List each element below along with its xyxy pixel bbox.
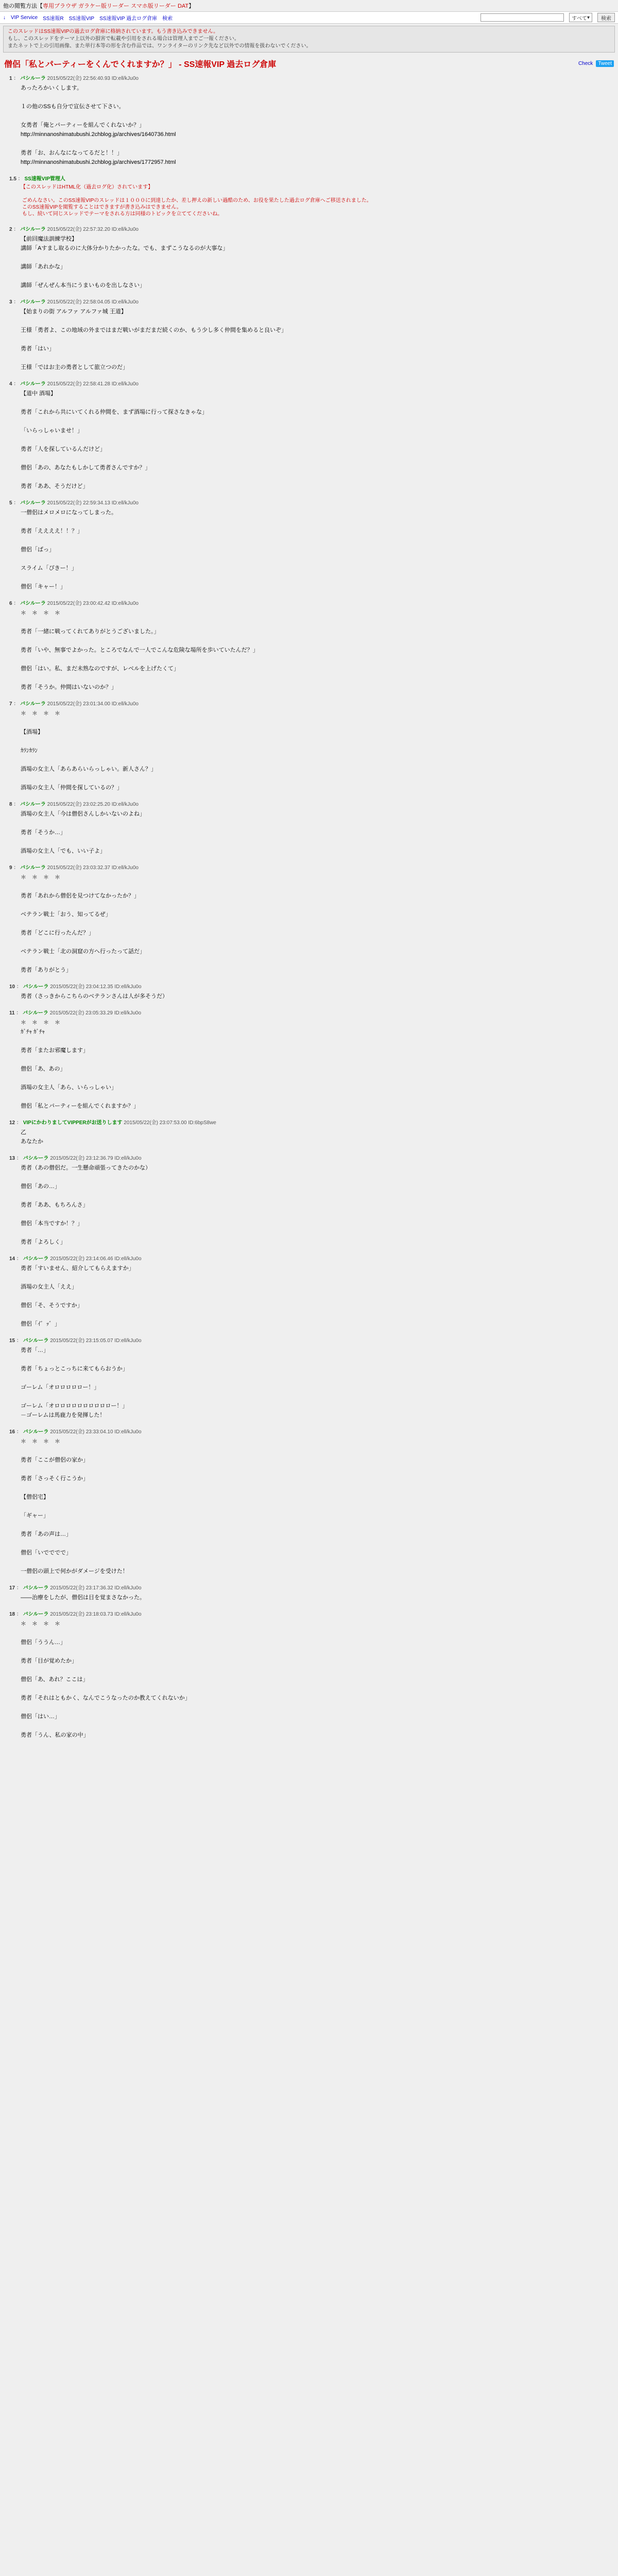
top-breadcrumb	[0, 0, 618, 11]
post-body: 酒場の女主人「今は僧侶さんしかいないのよね」 勇者「そうか…」 酒場の女主人「でも、いい子よ」	[21, 811, 145, 854]
post	[4, 979, 614, 1005]
post-separator: ：	[12, 500, 21, 506]
post-author: バシルーラ	[20, 76, 46, 81]
post-date: 2015/05/22(金) 23:18:03.73 ID:ell/kJu0o	[50, 1612, 142, 1617]
post-author: バシルーラ	[23, 1429, 49, 1435]
post-separator: ：	[12, 865, 21, 871]
post-body: 乙 あなたか	[21, 1129, 43, 1145]
post-separator: ：	[15, 1585, 23, 1591]
post-body: 勇者（さっきからこちらのベテランさんは人が多そうだ）	[21, 993, 168, 999]
post-separator: ：	[12, 701, 21, 707]
post-header	[9, 1154, 614, 1161]
post	[4, 222, 614, 294]
post-number[interactable]: 8	[9, 802, 12, 807]
post-header	[9, 379, 614, 387]
post-separator: ：	[14, 1010, 23, 1016]
site-name-link[interactable]: 専用ブラウザ ガラケー版リーダー スマホ版リーダー DAT	[43, 3, 189, 9]
post-number[interactable]: 2	[9, 227, 12, 232]
post-author: バシルーラ	[20, 802, 46, 807]
post-author: バシルーラ	[23, 984, 49, 990]
breadcrumb-suffix: 】	[188, 3, 195, 9]
post-number[interactable]: 6	[9, 601, 12, 606]
search-input[interactable]	[480, 13, 564, 22]
post-separator: ：	[12, 381, 21, 387]
post-date: 2015/05/22(金) 23:01:34.00 ID:ell/kJu0o	[47, 701, 139, 707]
notice-line-1: このスレッドはSS速報VIPの過去ログ倉庫に格納されています。もう書き込みできません。	[8, 29, 219, 35]
post-body: 一僧侶はメロメロになってしまった。 勇者「ええええ！！？」 僧侶「ばっ」 スライム「ぴきー！」 僧侶「キャー！」	[21, 510, 117, 590]
tweet-button[interactable]: Tweet	[596, 60, 614, 67]
post-number[interactable]: 15	[9, 1338, 15, 1344]
nav-item-vip-service[interactable]: VIP Service	[11, 14, 38, 21]
post-header	[9, 982, 614, 990]
post-number[interactable]: 7	[9, 701, 12, 707]
post	[4, 376, 614, 495]
post-body: ――治療をしたが、僧侶は目を覚まさなかった。	[21, 1595, 145, 1601]
post	[4, 1333, 614, 1424]
post-separator: ：	[12, 76, 21, 81]
title-row	[0, 55, 618, 71]
post	[4, 1251, 614, 1333]
nav-item-search[interactable]: 検索	[162, 15, 173, 22]
post-body: ＊ ＊ ＊ ＊ 勇者「一緒に戦ってくれてありがとうございました。」 勇者「いや、無事でよかった。ところでなんで一人でこんな危険な場所を歩いていたんだ？」 僧侶「はい。私、まだ未熟なのですが、レベルを上げたくて」 勇者「そうか。仲間はいないのか？」	[21, 610, 259, 690]
post	[4, 1005, 614, 1115]
post-body: ＊ ＊ ＊ ＊ ｶﾞﾁｬ ｶﾞﾁｬ 勇者「またお邪魔します」 僧侶「あ、あの」 酒場の女主人「あら、いらっしゃい」 僧侶「私とパーティーを組んでくれますか？」	[21, 1020, 140, 1109]
post-date: 2015/05/22(金) 22:59:34.13 ID:ell/kJu0o	[47, 500, 139, 506]
post	[4, 71, 614, 171]
post-header	[9, 1254, 614, 1262]
notice-line-2: もし、このスレッドをテーマ上以外の損害で転載や引用をされる場合は管理人までご一報ください。	[8, 36, 239, 42]
post-separator: ：	[16, 176, 25, 182]
post-date: 2015/05/22(金) 23:02:25.20 ID:ell/kJu0o	[47, 802, 139, 807]
post-header	[9, 297, 614, 305]
post	[4, 1150, 614, 1251]
share-buttons	[578, 60, 614, 67]
post	[4, 1424, 614, 1580]
post-header	[9, 599, 614, 606]
nav-item-down[interactable]: ↓	[3, 14, 6, 21]
search-scope-value: すべて	[572, 15, 587, 22]
post-header	[9, 800, 614, 807]
post-separator: ：	[15, 1256, 23, 1262]
post-number[interactable]: 12	[9, 1120, 15, 1126]
post-header	[9, 1336, 614, 1344]
chevron-down-icon: ▾	[587, 14, 590, 21]
post-header	[9, 1008, 614, 1016]
post-author: バシルーラ	[23, 1612, 49, 1617]
post-header	[9, 1583, 614, 1591]
post-number[interactable]: 10	[9, 984, 15, 990]
post-author: バシルーラ	[23, 1156, 49, 1161]
post-number[interactable]: 9	[9, 865, 12, 871]
post-date: 2015/05/22(金) 23:14:06.46 ID:ell/kJu0o	[50, 1256, 142, 1262]
post	[4, 860, 614, 979]
post-separator: ：	[15, 1338, 23, 1344]
post	[4, 696, 614, 796]
post-separator: ：	[15, 984, 23, 990]
post	[4, 796, 614, 860]
post-date: 2015/05/22(金) 22:57:32.20 ID:ell/kJu0o	[47, 227, 139, 232]
post	[4, 495, 614, 596]
post-number[interactable]: 1	[9, 76, 12, 81]
post	[4, 596, 614, 696]
nav-item-archive[interactable]: SS速報VIP 過去ログ倉庫	[99, 15, 158, 22]
post-date: 2015/05/22(金) 23:04:12.35 ID:ell/kJu0o	[50, 984, 142, 990]
post-separator: ：	[12, 601, 21, 606]
post-date: 2015/05/22(金) 22:58:04.05 ID:ell/kJu0o	[47, 299, 139, 305]
post-header	[9, 699, 614, 707]
post-separator: ：	[12, 227, 21, 232]
post-date: 2015/05/22(金) 23:03:32.37 ID:ell/kJu0o	[47, 865, 139, 871]
post-author: バシルーラ	[20, 865, 46, 871]
post-date: 2015/05/22(金) 23:15:05.07 ID:ell/kJu0o	[50, 1338, 142, 1344]
breadcrumb-prefix: 他の閲覧方法【	[3, 3, 43, 9]
post-date: 2015/05/22(金) 23:17:36.32 ID:ell/kJu0o	[50, 1585, 142, 1591]
post-header	[9, 1609, 614, 1617]
archive-notice	[3, 26, 615, 53]
post-header	[9, 1427, 614, 1435]
nav-bar	[0, 11, 618, 24]
post	[4, 171, 614, 222]
post-number[interactable]: 17	[9, 1585, 15, 1591]
post-body: 【このスレッドはHTML化（過去ログ化）されています】 ごめんなさい。このSS速報VIPのスレッドは１０００に到達したか、差し押えの新しい過酷のため、お役を果たした過去ログ倉庫へご移送されました。 このSS速報VIPを閲覧することはできますが書き込みはできません。 もし、続いて同じスレッドでテーマをされる方は同様のトピックを立ててくださいね。	[21, 184, 372, 217]
post-number[interactable]: 5	[9, 500, 12, 506]
post-number[interactable]: 18	[9, 1612, 15, 1617]
post-date: 2015/05/22(金) 23:33:04.10 ID:ell/kJu0o	[50, 1429, 142, 1435]
post-number[interactable]: 3	[9, 299, 12, 305]
search-scope-select[interactable]	[569, 13, 592, 22]
post-body: 【道中 酒場】 勇者「これから共にいてくれる仲間を、まず酒場に行って探さなきゃな」 「いらっしゃいませ！」 勇者「人を探しているんだけど」 僧侶「あの、あなたもしかして勇者さんですか？」 勇者「ああ、そうだけど」	[21, 391, 208, 489]
post-body: 勇者（あの僧侶だ。一生懸命頑張ってきたのかな） 僧侶「あの…」 勇者「ああ、もちろんさ」 僧侶「本当ですか！？」 勇者「よろしく」	[21, 1165, 151, 1245]
post-body: 【始まりの街 アルファ アルファ城 王道】 王様「勇者よ、この地域の外まではまだ戦いがまだまだ続くのか、もう少し多く仲間を集めると良いぞ」 勇者「はい」 王様「ではお主の勇者として旅立つのだ」	[21, 309, 287, 370]
post-header	[9, 1118, 614, 1126]
post	[4, 1606, 614, 1744]
post-separator: ：	[15, 1612, 23, 1617]
post-date: 2015/05/22(金) 23:00:42.42 ID:ell/kJu0o	[47, 601, 139, 606]
post-separator: ：	[12, 299, 21, 305]
post-number[interactable]: 1.5	[9, 176, 16, 182]
post-author: バシルーラ	[23, 1010, 48, 1016]
post-number[interactable]: 13	[9, 1156, 15, 1161]
post-body: ＊ ＊ ＊ ＊ 勇者「ここが僧侶の家か」 勇者「さっそく行こうか」 【僧侶宅】 「ギャー」 勇者「あの声は…」 僧侶「いでででで」 一僧侶の頭上で何かがダメージを受けた！	[21, 1438, 128, 1574]
search-button[interactable]: 検索	[597, 13, 615, 22]
post-separator: ：	[15, 1429, 23, 1435]
notice-line-3: またネットで上の引用画像、また単行本等の形を含む作品では、ワンライターのリンク先など以外での情報を扱わないでください。	[8, 43, 312, 49]
post-author: バシルーラ	[20, 701, 46, 707]
post-separator: ：	[15, 1120, 23, 1126]
post-separator: ：	[15, 1156, 23, 1161]
post-body: ＊ ＊ ＊ ＊ 【酒場】 ｶﾗﾝｶﾗﾝ 酒場の女主人「あらあらいらっしゃい。新人さん？」 酒場の女主人「仲間を探しているの？」	[21, 710, 157, 791]
post-author: バシルーラ	[23, 1585, 49, 1591]
post-author: バシルーラ	[20, 500, 46, 506]
post-header	[9, 225, 614, 232]
post-author: VIPにかわりましてVIPPERがお送りします	[23, 1120, 123, 1126]
post-header	[9, 74, 614, 81]
post-body: ＊ ＊ ＊ ＊ 僧侶「ううん…」 勇者「目が覚めたか」 僧侶「あ、あれ？ここは」 勇者「それはともかく、なんでこうなったのか教えてくれないか」 僧侶「はい…」 勇者「うん、私の家の中」	[21, 1621, 191, 1738]
post	[4, 1580, 614, 1606]
thread-posts	[4, 71, 614, 1744]
post-header	[9, 498, 614, 506]
post-header	[9, 863, 614, 871]
check-link[interactable]: Check	[578, 61, 593, 66]
post-body: ＊ ＊ ＊ ＊ 勇者「あれから僧侶を見つけてなかったか？」 ベテラン戦士「おう、知ってるぜ」 勇者「どこに行ったんだ？」 ベテラン戦士「北の洞窟の方へ行ったって話だ」 勇者「ありがとう」	[21, 874, 145, 973]
post-date: 2015/05/22(金) 22:56:40.93 ID:ell/kJu0o	[47, 76, 139, 81]
post	[4, 294, 614, 376]
post-date: 2015/05/22(金) 23:07:53.00 ID:6bpS8we	[124, 1120, 216, 1126]
post-separator: ：	[12, 802, 21, 807]
post-body: 勇者「…」 勇者「ちょっとこっちに来てもらおうか」 ゴーレム「オロロロロロー！」 ゴーレム「オロロロロロロロロロロー！」 －ゴーレムは馬鹿力を発揮した！	[21, 1347, 128, 1418]
thread-title: 僧侶「私とパーティーをくんでくれますか？」 - SS速報VIP 過去ログ倉庫	[4, 60, 277, 69]
post-author: バシルーラ	[20, 227, 46, 232]
post-number[interactable]: 16	[9, 1429, 15, 1435]
nav-item-ss-r[interactable]: SS速報R	[43, 15, 64, 22]
post-author: バシルーラ	[20, 381, 46, 387]
post-author: バシルーラ	[20, 601, 46, 606]
post-number[interactable]: 11	[9, 1010, 15, 1016]
post-number[interactable]: 4	[9, 381, 12, 387]
post-number[interactable]: 14	[9, 1256, 15, 1262]
post-author: バシルーラ	[23, 1256, 49, 1262]
post-date: 2015/05/22(金) 22:58:41.28 ID:ell/kJu0o	[47, 381, 139, 387]
post-date: 2015/05/22(金) 23:05:33.29 ID:ell/kJu0o	[49, 1010, 142, 1016]
post-author: バシルーラ	[23, 1338, 49, 1344]
post-header	[9, 174, 614, 182]
post-body: あったろかいくします。 １の他のSSも自分で宣伝させて下さい。 女勇者「俺とパーティーを組んでくれないか？」 http://minnanoshimatubushi.2chblog.jp/archives/1640736.html 勇者「お、おんなになってるだと！！」 http://minnanoshimatubushi.2chblog.jp/archives/1772957.html	[21, 85, 176, 165]
post-date: 2015/05/22(金) 23:12:36.79 ID:ell/kJu0o	[50, 1156, 142, 1161]
post-body: 【前回魔法訓練学校】 講師「Aすまし取るのに大体分かりたかったな。でも、まずこうなるのが大事な」 講師「あれかな」 講師「ぜんぜん本当にうまいものを出しなさい」	[21, 236, 229, 289]
post	[4, 1115, 614, 1150]
post-author: SS速報VIP管理人	[24, 176, 65, 182]
post-author: バシルーラ	[20, 299, 46, 305]
nav-item-ss-vip[interactable]: SS速報VIP	[68, 15, 95, 22]
post-body: 勇者「すいません、紹介してもらえますか」 酒場の女主人「ええ」 僧侶「そ、そうですか」 僧侶「ｲ゛ｯ゛」	[21, 1265, 134, 1327]
